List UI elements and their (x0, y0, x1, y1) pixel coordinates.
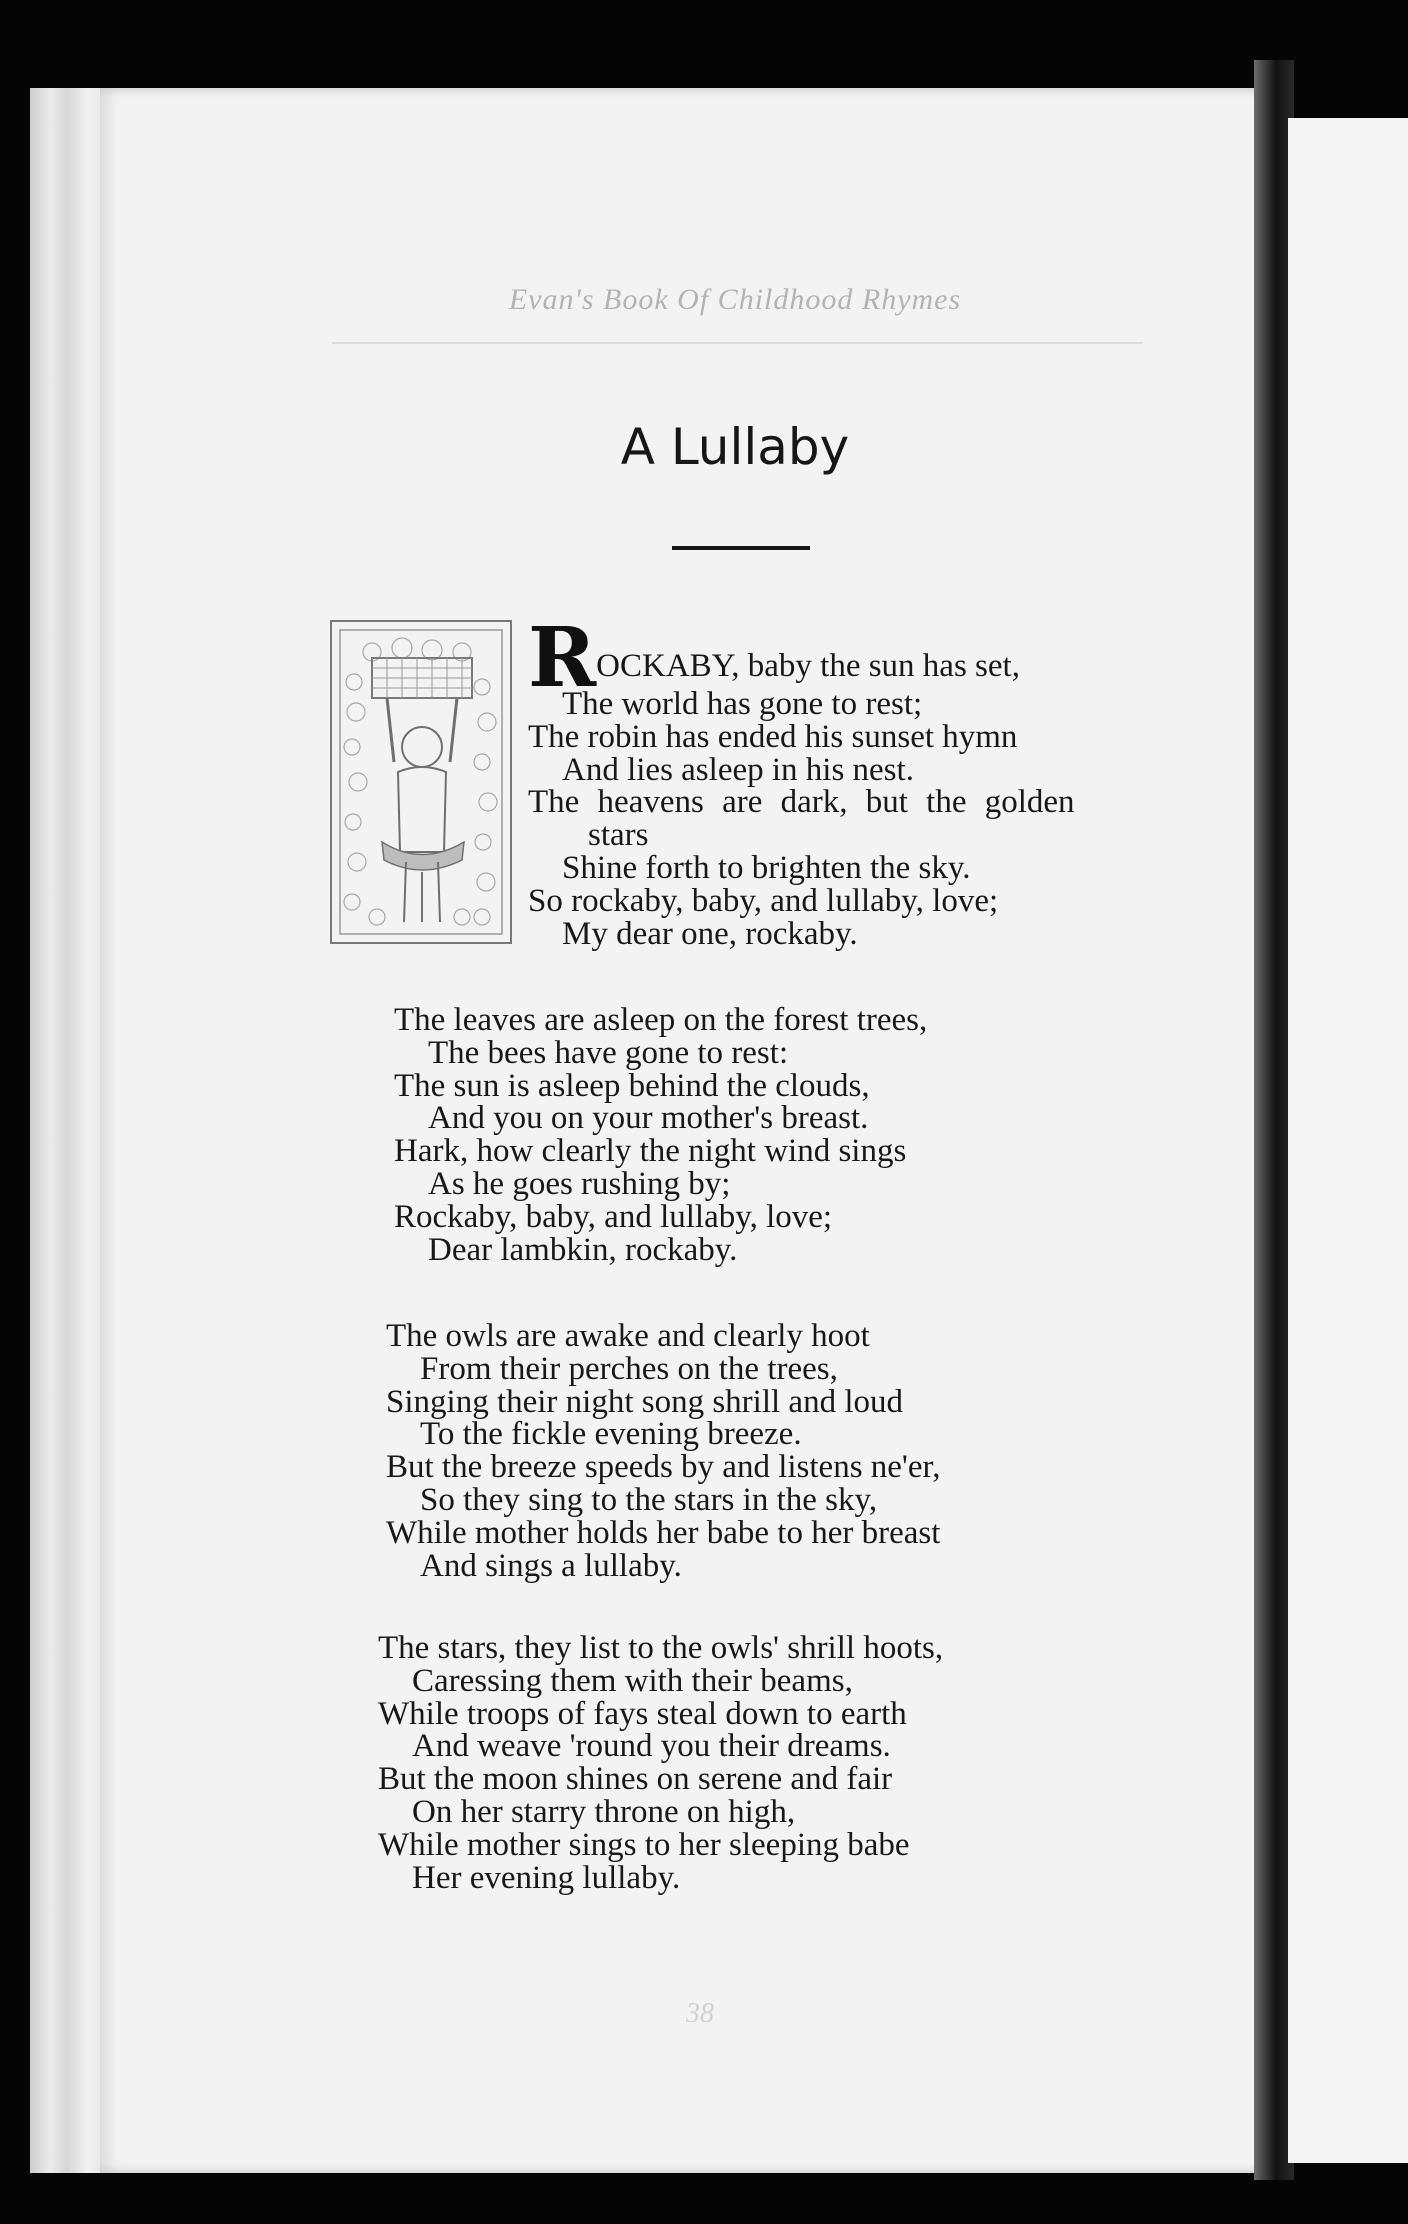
poem-line: The heavens are dark, but the golden (528, 784, 1075, 821)
poem-line: But the breeze speeds by and listens ne'er, (386, 1449, 941, 1486)
poem-line: Hark, how clearly the night wind sings (394, 1133, 907, 1170)
poem-line-text: OCKABY, baby the sun has set, (596, 648, 1020, 684)
running-head: Evan's Book Of Childhood Rhymes (508, 283, 962, 316)
poem-line: But the moon shines on serene and fair (378, 1761, 893, 1798)
poem-line: The owls are awake and clearly hoot (386, 1318, 870, 1354)
poem-line: The leaves are asleep on the forest trees, (394, 1002, 928, 1038)
poem-line: And lies asleep in his nest. (562, 751, 914, 788)
drop-cap: R (528, 610, 597, 706)
poem-line: On her starry throne on high, (412, 1793, 796, 1830)
poem-line: Shine forth to brighten the sky. (562, 849, 971, 886)
poem-line: The sun is asleep behind the clouds, (394, 1067, 870, 1104)
poem-line: The robin has ended his sunset hymn (528, 718, 1018, 755)
poem-line: Singing their night song shrill and loud (386, 1383, 903, 1420)
poem-line: And sings a lullaby. (420, 1547, 682, 1584)
poem-title: A Lullaby (620, 418, 850, 476)
poem-line: While mother sings to her sleeping babe (378, 1826, 910, 1863)
poem-line: Her evening lullaby. (412, 1859, 681, 1896)
stanza-2 (394, 1004, 927, 1266)
poem-line: While troops of fays steal down to earth (378, 1695, 907, 1732)
poem-line: As he goes rushing by; (428, 1165, 731, 1202)
stanza-3 (386, 1320, 940, 1582)
poem-line: Dear lambkin, rockaby. (428, 1231, 738, 1268)
next-page-edge (1288, 118, 1408, 2163)
poem-line: And weave 'round you their dreams. (412, 1728, 891, 1765)
running-head-rule (332, 342, 1142, 344)
poem-line: The stars, they list to the owls' shrill hoots, (378, 1630, 944, 1666)
poem-line: So they sing to the stars in the sky, (420, 1481, 878, 1518)
poem-line: While mother holds her babe to her breast (386, 1514, 941, 1551)
poem-line: The world has gone to rest; (562, 686, 923, 722)
poem-line: stars (588, 817, 649, 854)
stanza-1 (528, 610, 1075, 952)
poem-line: My dear one, rockaby. (562, 915, 858, 952)
stanza-4 (378, 1632, 943, 1894)
poem-line: The bees have gone to rest: (428, 1034, 789, 1071)
child-with-basket-icon (332, 622, 514, 946)
poem-line: To the fickle evening breeze. (420, 1416, 802, 1453)
poem-line: From their perches on the trees, (420, 1350, 838, 1387)
poem-line: Caressing them with their beams, (412, 1662, 853, 1699)
page-number: 38 (686, 1998, 714, 2029)
poem-line: And you on your mother's breast. (428, 1100, 869, 1137)
poem-line: So rockaby, baby, and lullaby, love; (528, 882, 999, 919)
title-rule (672, 546, 810, 550)
child-illustration (330, 620, 512, 944)
poem-line: Rockaby, baby, and lullaby, love; (394, 1198, 833, 1235)
